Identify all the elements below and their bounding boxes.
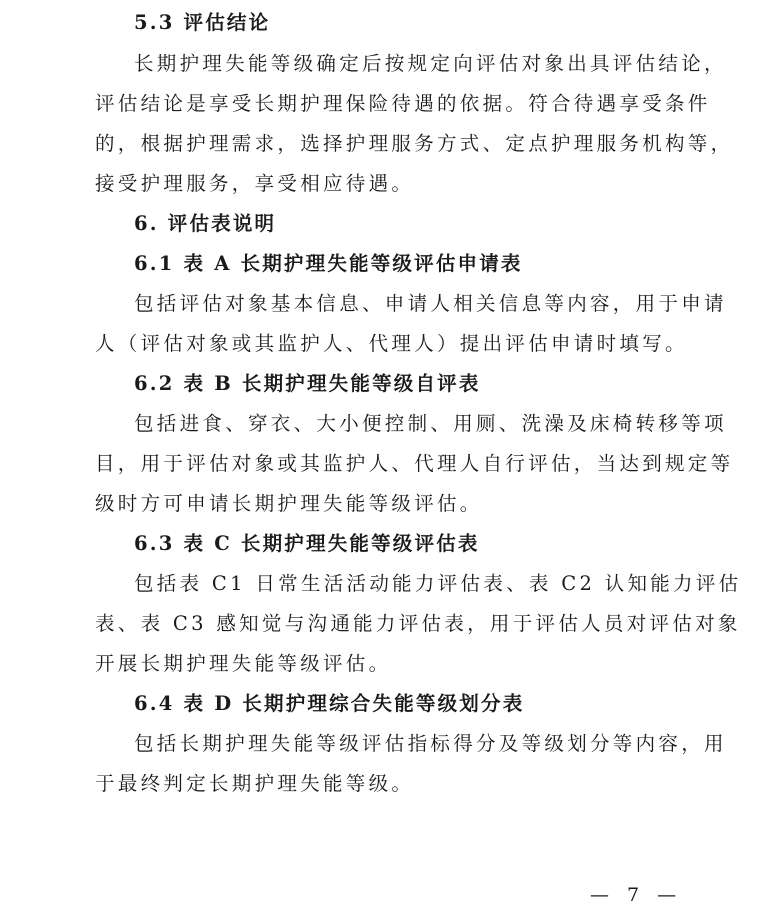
paragraph-line: 包括表 C1 日常生活活动能力评估表、表 C2 认知能力评估 bbox=[134, 572, 742, 595]
paragraph-line: 目，用于评估对象或其监护人、代理人自行评估，当达到规定等 bbox=[95, 452, 734, 475]
paragraph-line: 包括长期护理失能等级评估指标得分及等级划分等内容，用 bbox=[134, 732, 727, 755]
paragraph-line: 评估结论是享受长期护理保险待遇的依据。符合待遇享受条件 bbox=[95, 92, 711, 115]
paragraph-line: 人（评估对象或其监护人、代理人）提出评估申请时填写。 bbox=[95, 332, 688, 355]
paragraph-line: 长期护理失能等级确定后按规定向评估对象出具评估结论， bbox=[134, 52, 727, 75]
paragraph-line: 级时方可申请长期护理失能等级评估。 bbox=[95, 492, 483, 515]
paragraph-line: 表、表 C3 感知觉与沟通能力评估表，用于评估人员对评估对象 bbox=[95, 612, 741, 635]
paragraph-line: 包括评估对象基本信息、申请人相关信息等内容，用于申请 bbox=[134, 292, 727, 315]
section-heading-6-2: 6.2 表 B 长期护理失能等级自评表 bbox=[134, 372, 481, 395]
page-number: — 7 — bbox=[590, 884, 683, 906]
paragraph-line: 包括进食、穿衣、大小便控制、用厕、洗澡及床椅转移等项 bbox=[134, 412, 727, 435]
paragraph-line: 开展长期护理失能等级评估。 bbox=[95, 652, 392, 675]
paragraph-line: 于最终判定长期护理失能等级。 bbox=[95, 772, 415, 795]
section-heading-6-3: 6.3 表 C 长期护理失能等级评估表 bbox=[134, 532, 480, 555]
section-heading-6-1: 6.1 表 A 长期护理失能等级评估申请表 bbox=[134, 252, 523, 275]
section-heading-5-3: 5.3 评估结论 bbox=[134, 11, 271, 34]
paragraph-line: 接受护理服务，享受相应待遇。 bbox=[95, 172, 415, 195]
section-heading-6: 6. 评估表说明 bbox=[134, 212, 277, 235]
section-heading-6-4: 6.4 表 D 长期护理综合失能等级划分表 bbox=[134, 692, 525, 715]
paragraph-line: 的，根据护理需求，选择护理服务方式、定点护理服务机构等， bbox=[95, 132, 734, 155]
